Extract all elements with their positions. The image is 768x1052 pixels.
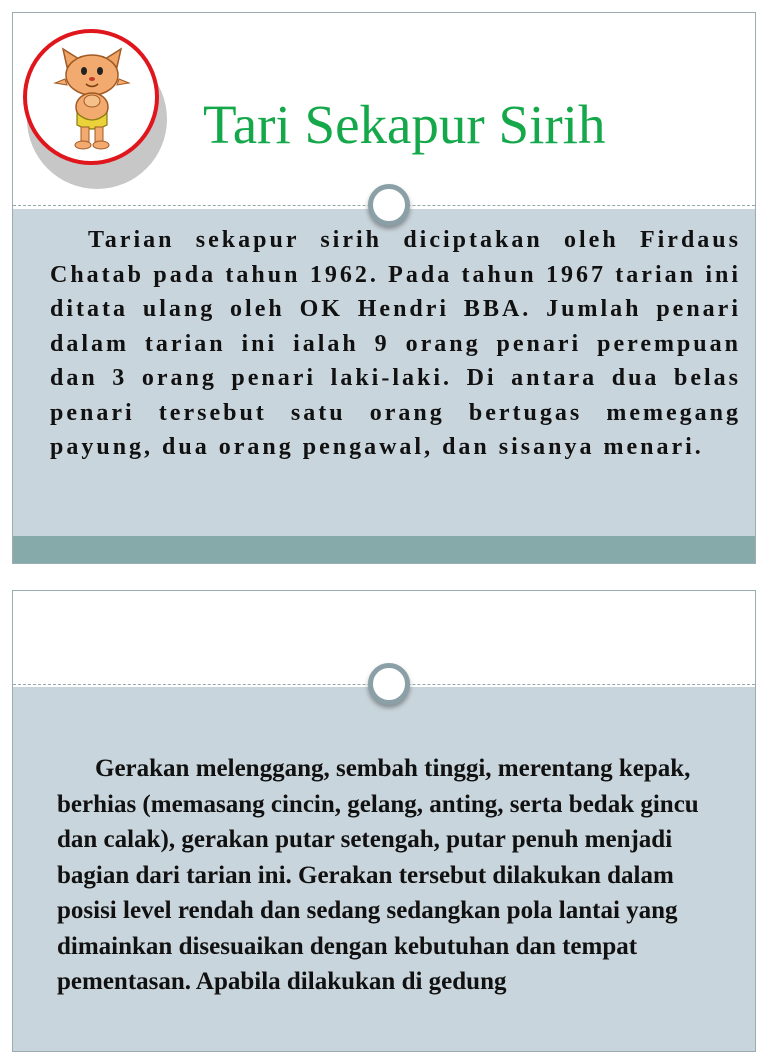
logo-circle xyxy=(23,29,159,165)
slide-title: Tari Sekapur Sirih xyxy=(203,94,606,155)
logo xyxy=(21,27,173,197)
ring-icon xyxy=(368,184,410,226)
body-paragraph: Tarian sekapur sirih diciptakan oleh Firdaus Chatab pada tahun 1962. Pada tahun 1967 tarian ini ditata ulang oleh OK Hendri BBA. Jumlah penari dalam tarian ini ialah 9 orang penari perempuan dan 3 orang penari laki-laki. Di antara dua belas penari tersebut satu orang bertugas memegang payung, dua orang pengawal, dan sisanya menari. xyxy=(50,227,741,460)
footer-bar xyxy=(13,536,755,563)
slide-2 xyxy=(12,590,756,1052)
slide-1 xyxy=(12,12,756,564)
cartoon-cat-icon xyxy=(49,45,135,155)
body-paragraph: Gerakan melenggang, sembah tinggi, merentang kepak, berhias (memasang cincin, gelang, anting, serta bedak gincu dan calak), gerakan putar setengah, putar penuh menjadi bagian dari tarian ini. Gerakan tersebut dilakukan dalam posisi level rendah dan sedang sedangkan pola lantai yang dimainkan disesuaikan dengan kebutuhan dan tempat pementasan. Apabila dilakukan di gedung xyxy=(57,755,699,995)
ring-icon xyxy=(368,663,410,705)
